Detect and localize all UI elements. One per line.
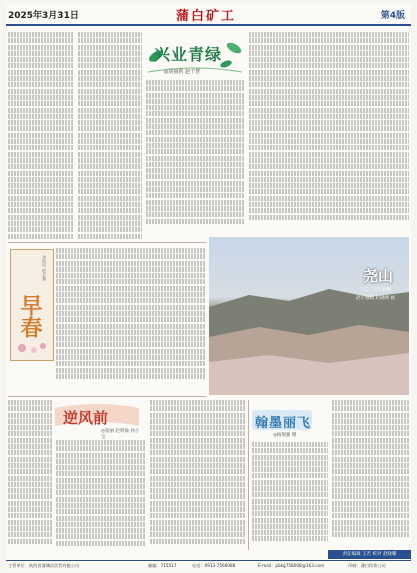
article-banner-xingye <box>146 34 244 76</box>
newspaper-logo: 蒲白矿工 <box>176 9 237 24</box>
article-text-col <box>56 248 206 388</box>
article-author: ◎杨瑞强 摄 <box>273 433 297 438</box>
page-footer <box>6 560 411 570</box>
newspaper-page <box>6 4 411 569</box>
footer-postcode: 邮编：715517 <box>148 563 177 568</box>
article-banner-hanmo <box>251 408 329 438</box>
article-banner-nifeng <box>53 402 141 440</box>
article-author: ◎范可 赵小强 <box>42 254 47 281</box>
photo-title: 尧山 <box>362 267 393 285</box>
editor-credit-bar: 责任编辑 王若 校对 赵晓璐 <box>328 550 411 559</box>
article-text-col <box>332 400 410 546</box>
page-header <box>6 4 411 26</box>
article-title: 翰墨丽飞 <box>255 416 312 431</box>
article-text-col <box>252 442 328 550</box>
mountain-illustration-icon <box>209 237 409 395</box>
article-author: ◎张丽 赵明瑜 孙小宝 <box>101 429 140 440</box>
article-box-zaochun <box>10 249 54 361</box>
article-text-col <box>249 32 409 232</box>
article-author: ◎胡丽莉 赵千慧 <box>164 69 200 75</box>
edition-number: 第4版 <box>380 11 405 21</box>
article-title: 兴业青绿 <box>154 45 223 64</box>
article-text-col <box>56 440 146 550</box>
footer-address: 主管单位：陕西省蒲城县浩哲有限公司 <box>8 563 80 568</box>
footer-email: E-mail：pbkg758008@163.com <box>258 563 325 568</box>
flower-decoration-icon <box>12 338 52 358</box>
footer-printer: 印刷：蒲白印务公司 <box>348 563 386 568</box>
section-divider <box>8 242 206 243</box>
article-title: 早春 <box>17 294 43 338</box>
article-text-col <box>8 400 52 550</box>
column-divider <box>248 400 249 550</box>
article-text-col <box>8 32 74 240</box>
photo-caption: 赵小强摄 赵锦绣 画 <box>356 296 395 301</box>
photo-caption: 二〇二五年春摄 <box>359 288 391 293</box>
issue-date: 2025年3月31日 <box>8 11 79 21</box>
article-text-col <box>146 80 244 230</box>
article-text-col <box>150 400 246 550</box>
footer-phone: 电话：0913-7566088 <box>192 563 236 568</box>
article-title: 逆风前 <box>63 409 109 427</box>
article-text-col <box>78 32 142 240</box>
landscape-photo <box>209 237 409 395</box>
section-divider <box>8 396 206 397</box>
